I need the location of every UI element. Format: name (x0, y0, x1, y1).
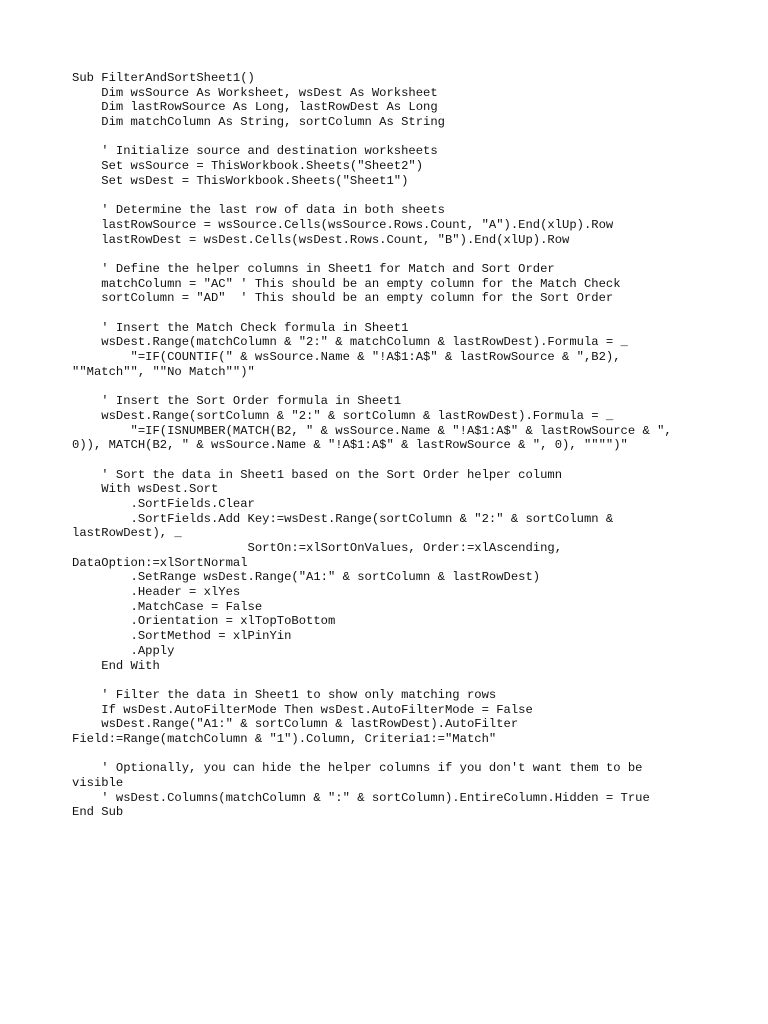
code-line: End Sub (72, 805, 124, 820)
code-line: lastRowDest), _ (72, 526, 182, 541)
code-line: .Orientation = xlTopToBottom (72, 614, 336, 629)
code-line: "=IF(ISNUMBER(MATCH(B2, " & wsSource.Name & "!A$1:A$" & lastRowSource & ", (72, 423, 672, 438)
code-line: .SortFields.Clear (72, 496, 255, 511)
code-line: SortOn:=xlSortOnValues, Order:=xlAscending, (72, 541, 563, 555)
code-line: ' wsDest.Columns(matchColumn & ":" & sortColumn).EntireColumn.Hidden = True (72, 790, 650, 805)
code-document (72, 71, 762, 820)
code-line: wsDest.Range(sortColumn & "2:" & sortColumn & lastRowDest).Formula = _ (72, 408, 614, 423)
code-line: sortColumn = "AD" ' This should be an empty column for the Sort Order (72, 291, 614, 306)
code-line: Set wsDest = ThisWorkbook.Sheets("Sheet1") (72, 173, 409, 188)
code-line: Dim matchColumn As String, sortColumn As String (72, 115, 445, 130)
code-line: matchColumn = "AC" ' This should be an empty column for the Match Check (72, 276, 621, 291)
code-line: With wsDest.Sort (72, 482, 219, 497)
code-line: Field:=Range(matchColumn & "1").Column, Criteria1:="Match" (72, 731, 497, 746)
code-line: .SortMethod = xlPinYin (72, 629, 292, 644)
code-line: Dim lastRowSource As Long, lastRowDest As Long (72, 100, 438, 115)
code-line: visible (72, 776, 124, 790)
code-line: End With (72, 658, 160, 673)
code-line: ' Define the helper columns in Sheet1 for Match and Sort Order (72, 261, 555, 276)
code-line: lastRowSource = wsSource.Cells(wsSource.Rows.Count, "A").End(xlUp).Row (72, 217, 614, 232)
code-line: "=IF(COUNTIF(" & wsSource.Name & "!A$1:A$" & lastRowSource & ",B2), (72, 350, 621, 365)
code-line: ' Determine the last row of data in both sheets (72, 203, 445, 218)
code-line (72, 306, 762, 321)
code-line: ' Insert the Sort Order formula in Sheet1 (72, 394, 402, 409)
code-line (72, 379, 762, 394)
code-line: If wsDest.AutoFilterMode Then wsDest.AutoFilterMode = False (72, 702, 533, 717)
code-line: DataOption:=xlSortNormal (72, 555, 248, 570)
code-line (72, 673, 762, 688)
code-line: 0)), MATCH(B2, " & wsSource.Name & "!A$1:A$" & lastRowSource & ", 0), """")" (72, 438, 628, 453)
code-line: .MatchCase = False (72, 599, 263, 614)
code-line: .SetRange wsDest.Range("A1:" & sortColumn & lastRowDest) (72, 570, 541, 585)
code-line: .SortFields.Add Key:=wsDest.Range(sortColumn & "2:" & sortColumn & (72, 511, 614, 526)
code-line (72, 747, 762, 762)
code-line: ' Optionally, you can hide the helper columns if you don't want them to be (72, 761, 643, 776)
code-line: wsDest.Range("A1:" & sortColumn & lastRowDest).AutoFilter (72, 717, 519, 732)
code-line (72, 453, 762, 468)
code-line: Dim wsSource As Worksheet, wsDest As Worksheet (72, 85, 438, 100)
code-line: wsDest.Range(matchColumn & "2:" & matchColumn & lastRowDest).Formula = _ (72, 335, 628, 350)
code-line: lastRowDest = wsDest.Cells(wsDest.Rows.Count, "B").End(xlUp).Row (72, 232, 570, 247)
code-line (72, 247, 762, 262)
code-line: .Apply (72, 643, 175, 658)
code-line: .Header = xlYes (72, 585, 241, 600)
code-line: Sub FilterAndSortSheet1() (72, 71, 255, 85)
code-line (72, 130, 762, 145)
code-line: ' Sort the data in Sheet1 based on the Sort Order helper column (72, 467, 563, 482)
code-line: ' Initialize source and destination worksheets (72, 144, 438, 159)
code-line: Set wsSource = ThisWorkbook.Sheets("Sheet2") (72, 159, 424, 174)
code-line: ""Match"", ""No Match"")" (72, 364, 255, 379)
code-line (72, 189, 762, 204)
code-line: ' Filter the data in Sheet1 to show only matching rows (72, 687, 497, 702)
code-line: ' Insert the Match Check formula in Sheet1 (72, 320, 409, 335)
